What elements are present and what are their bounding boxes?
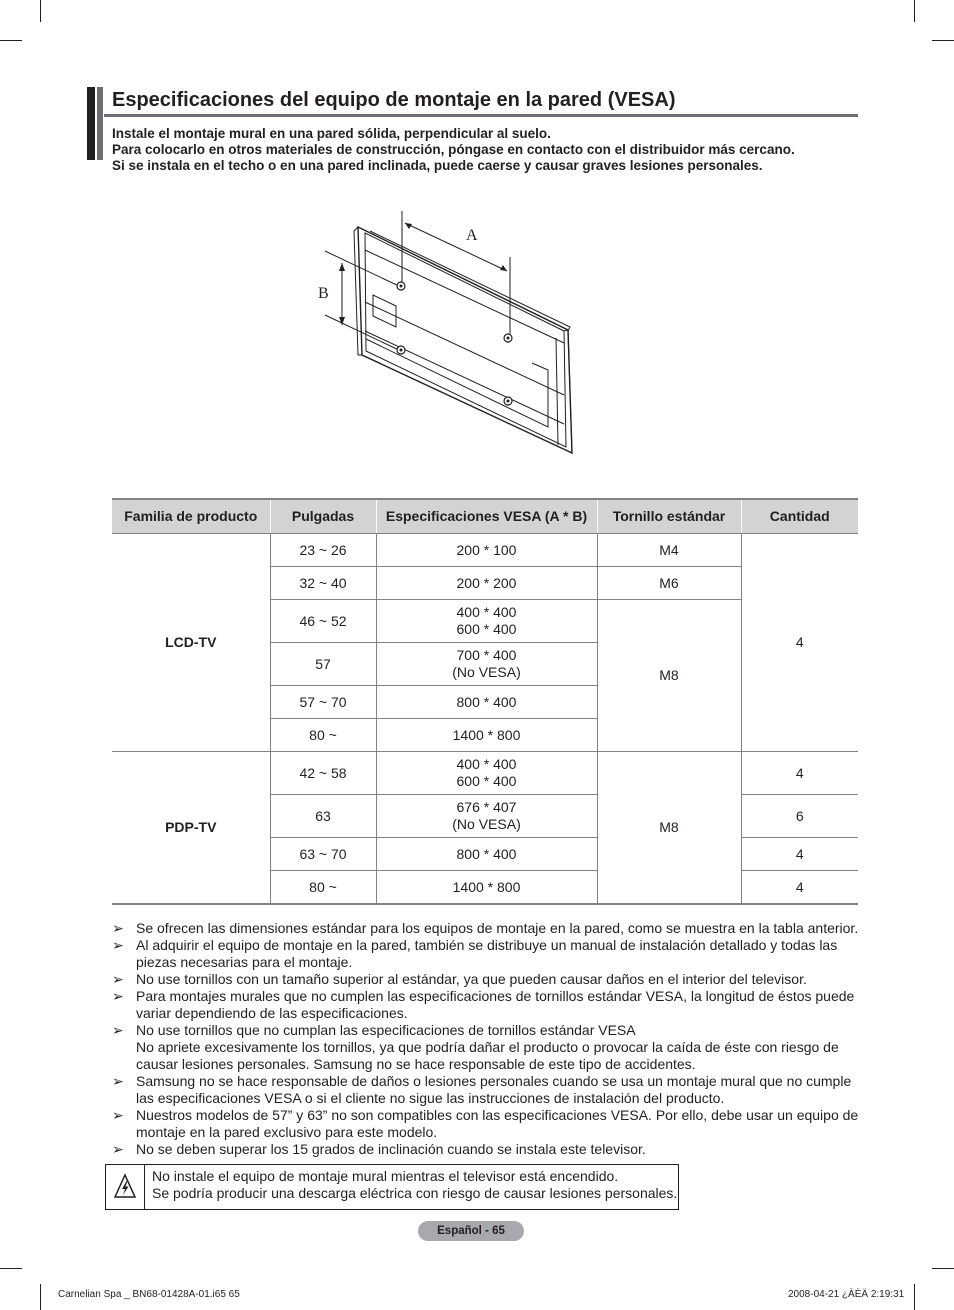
crop-mark — [0, 1268, 22, 1269]
vesa-cell: 700 * 400 (No VESA) — [376, 643, 597, 686]
crop-mark — [914, 1284, 915, 1310]
arrow-bullet-icon: ➢ — [112, 1141, 124, 1157]
quantity-cell: 4 — [741, 534, 858, 752]
page-number-badge: Español - 65 — [418, 1221, 524, 1241]
table-row — [112, 752, 858, 795]
footer-file-info: Carnelian Spa _ BN68-01428A-01.i65 65 — [58, 1289, 240, 1300]
list-item: ➢ Nuestros modelos de 57” y 63” no son compatibles con las especificaciones VESA. Por ello, debe usar un equipo de montaje en la pared exclusivo para este modelo. — [112, 1107, 859, 1140]
warning-line: Se podría producir una descarga eléctrica con riesgo de causar lesiones personales. — [152, 1185, 678, 1201]
quantity-cell: 4 — [741, 871, 858, 905]
table-row — [112, 534, 858, 567]
inches-cell: 32 ~ 40 — [270, 567, 376, 600]
screw-cell: M6 — [597, 567, 741, 600]
crop-mark — [40, 0, 41, 22]
inches-cell: 46 ~ 52 — [270, 600, 376, 643]
list-item: ➢ No se deben superar los 15 grados de inclinación cuando se instala este televisor. — [112, 1141, 646, 1157]
arrow-bullet-icon: ➢ — [112, 1073, 124, 1089]
dimension-a-label: A — [466, 227, 478, 244]
arrow-bullet-icon: ➢ — [112, 937, 124, 953]
vesa-cell: 676 * 407 (No VESA) — [376, 795, 597, 838]
notes-list — [112, 920, 859, 1158]
family-cell: LCD-TV — [112, 534, 270, 752]
col-header-quantity: Cantidad — [741, 499, 858, 534]
quantity-cell: 4 — [741, 752, 858, 795]
warning-line: No instale el equipo de montaje mural mientras el televisor está encendido. — [152, 1168, 619, 1184]
family-cell: PDP-TV — [112, 752, 270, 905]
warning-box — [105, 1164, 679, 1210]
crop-mark — [932, 1268, 954, 1269]
title-decoration — [87, 87, 104, 160]
list-item: ➢ Para montajes murales que no cumplen las especificaciones de tornillos estándar VESA, la longitud de éstos puede variar dependiendo de las especificaciones. — [112, 988, 855, 1021]
arrow-bullet-icon: ➢ — [112, 971, 124, 987]
col-header-vesa: Especificaciones VESA (A * B) — [376, 499, 597, 534]
table-header-row — [112, 499, 858, 534]
list-item: ➢ No use tornillos con un tamaño superior al estándar, ya que pueden causar daños en el interior del televisor. — [112, 971, 807, 987]
intro-line: Instale el montaje mural en una pared sólida, perpendicular al suelo. — [112, 126, 551, 141]
list-item: ➢ Al adquirir el equipo de montaje en la pared, también se distribuye un manual de instalación detallado y todas las piezas necesarias para el montaje. — [112, 937, 838, 970]
list-item: ➢ Samsung no se hace responsable de daños o lesiones personales cuando se usa un montaje mural que no cumple las especificaciones VESA o si el cliente no sigue las instrucciones de instalación del producto. — [112, 1073, 852, 1106]
inches-cell: 63 — [270, 795, 376, 838]
title-rule — [104, 114, 858, 117]
arrow-bullet-icon: ➢ — [112, 920, 124, 936]
screw-cell: M4 — [597, 534, 741, 567]
inches-cell: 57 — [270, 643, 376, 686]
tv-back-diagram — [300, 205, 600, 465]
arrow-bullet-icon: ➢ — [112, 1022, 124, 1038]
vesa-cell: 800 * 400 — [376, 686, 597, 719]
vesa-spec-table — [112, 498, 858, 905]
vesa-cell: 200 * 100 — [376, 534, 597, 567]
arrow-bullet-icon: ➢ — [112, 988, 124, 1004]
intro-line: Para colocarlo en otros materiales de construcción, póngase en contacto con el distribuidor más cercano. — [112, 142, 795, 157]
intro-line: Si se instala en el techo o en una pared inclinada, puede caerse y causar graves lesiones personales. — [112, 158, 763, 173]
screw-cell: M8 — [597, 752, 741, 905]
inches-cell: 42 ~ 58 — [270, 752, 376, 795]
page-title: Especificaciones del equipo de montaje en la pared (VESA) — [112, 89, 676, 111]
inches-cell: 80 ~ — [270, 719, 376, 752]
inches-cell: 23 ~ 26 — [270, 534, 376, 567]
crop-mark — [932, 40, 954, 41]
inches-cell: 63 ~ 70 — [270, 838, 376, 871]
crop-mark — [0, 40, 22, 41]
col-header-family: Familia de producto — [112, 499, 270, 534]
crop-mark — [914, 0, 915, 22]
intro-text — [112, 126, 795, 174]
dimension-b-label: B — [318, 285, 329, 302]
quantity-cell: 4 — [741, 838, 858, 871]
vesa-cell: 200 * 200 — [376, 567, 597, 600]
col-header-screw: Tornillo estándar — [597, 499, 741, 534]
vesa-cell: 800 * 400 — [376, 838, 597, 871]
inches-cell: 80 ~ — [270, 871, 376, 905]
quantity-cell: 6 — [741, 795, 858, 838]
vesa-cell: 400 * 400 600 * 400 — [376, 752, 597, 795]
col-header-inches: Pulgadas — [270, 499, 376, 534]
vesa-cell: 1400 * 800 — [376, 871, 597, 905]
list-item: ➢ Se ofrecen las dimensiones estándar para los equipos de montaje en la pared, como se muestra en la tabla anterior. — [112, 920, 859, 936]
footer-timestamp: 2008-04-21 ¿ÀÈÄ 2:19:31 — [788, 1289, 905, 1300]
vesa-cell: 1400 * 800 — [376, 719, 597, 752]
warning-icon — [106, 1165, 145, 1209]
vesa-cell: 400 * 400 600 * 400 — [376, 600, 597, 643]
inches-cell: 57 ~ 70 — [270, 686, 376, 719]
crop-mark — [40, 1284, 41, 1310]
list-item: ➢ No use tornillos que no cumplan las especificaciones de tornillos estándar VESA No apriete excesivamente los tornillos, ya que podría dañar el producto o provocar la caída de éste con riesgo de causar lesiones personales. Samsung no se hace responsable de este tipo de accidentes. — [112, 1022, 839, 1072]
arrow-bullet-icon: ➢ — [112, 1107, 124, 1123]
screw-cell: M8 — [597, 600, 741, 752]
